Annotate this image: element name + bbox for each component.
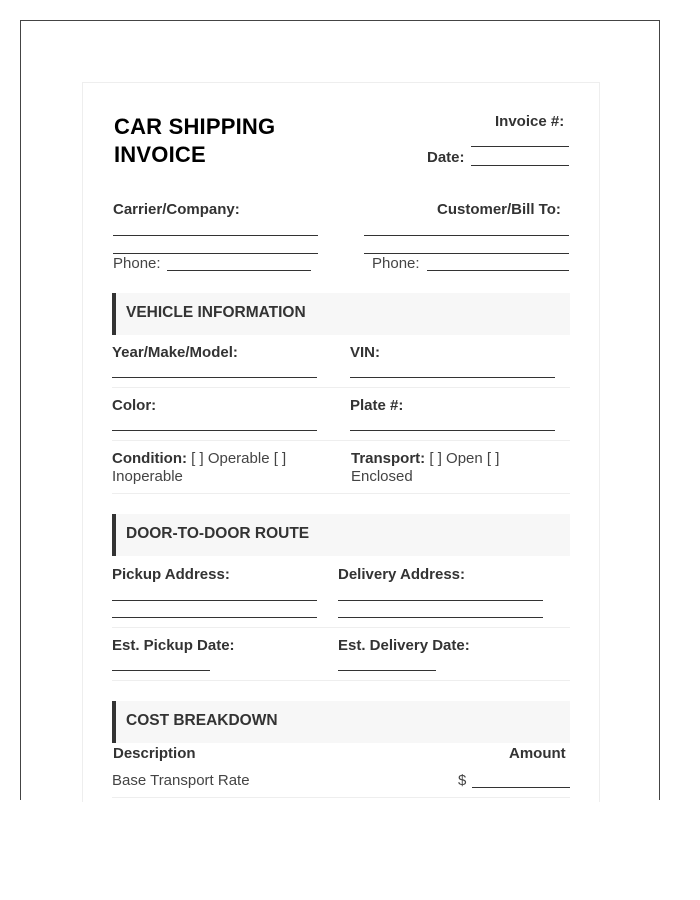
invoice-card xyxy=(82,82,600,802)
vin-field[interactable] xyxy=(350,377,555,378)
color-label: Color: xyxy=(112,397,157,414)
row-divider xyxy=(112,627,570,628)
route-section-title: DOOR-TO-DOOR ROUTE xyxy=(126,525,310,542)
est-delivery-date-label: Est. Delivery Date: xyxy=(338,637,470,654)
plate-field[interactable] xyxy=(350,430,555,431)
row-divider xyxy=(112,680,570,681)
vin-label: VIN: xyxy=(350,344,380,361)
invoice-number-label: Invoice #: xyxy=(495,113,565,130)
vehicle-section-title: VEHICLE INFORMATION xyxy=(126,304,306,321)
row-divider xyxy=(112,440,570,441)
vehicle-section-header xyxy=(112,293,570,335)
pickup-address-label: Pickup Address: xyxy=(112,566,230,583)
row-divider xyxy=(112,797,570,798)
customer-label: Customer/Bill To: xyxy=(437,201,561,218)
customer-phone-label: Phone: xyxy=(372,255,420,272)
carrier-field-line1[interactable] xyxy=(113,235,318,236)
cost-section-header xyxy=(112,701,570,743)
cost-row-amount-field[interactable] xyxy=(472,787,570,788)
amount-column-header: Amount xyxy=(509,745,566,762)
pickup-address-line1[interactable] xyxy=(112,600,317,601)
condition-field[interactable] xyxy=(112,450,317,486)
carrier-phone-label: Phone: xyxy=(113,255,161,272)
description-column-header: Description xyxy=(113,745,196,762)
carrier-phone-field[interactable] xyxy=(167,270,311,271)
transport-label: Transport: xyxy=(351,450,426,467)
invoice-title-line1: CAR SHIPPING xyxy=(114,114,276,139)
date-label: Date: xyxy=(427,149,465,166)
transport-field[interactable] xyxy=(351,450,551,486)
date-field[interactable] xyxy=(471,165,569,166)
customer-field-line2[interactable] xyxy=(364,253,569,254)
route-section-header xyxy=(112,514,570,556)
ymm-field[interactable] xyxy=(112,377,317,378)
ymm-label: Year/Make/Model: xyxy=(112,344,238,361)
delivery-address-label: Delivery Address: xyxy=(338,566,466,583)
condition-label: Condition: xyxy=(112,450,187,467)
delivery-address-line2[interactable] xyxy=(338,617,543,618)
cost-row-currency: $ xyxy=(458,772,467,789)
carrier-label: Carrier/Company: xyxy=(113,201,240,218)
customer-phone-field[interactable] xyxy=(427,270,569,271)
carrier-field-line2[interactable] xyxy=(113,253,318,254)
row-divider xyxy=(112,493,570,494)
invoice-number-field[interactable] xyxy=(471,146,569,147)
color-field[interactable] xyxy=(112,430,317,431)
pickup-address-line2[interactable] xyxy=(112,617,317,618)
invoice-title-line2: INVOICE xyxy=(114,142,206,167)
est-pickup-date-label: Est. Pickup Date: xyxy=(112,637,235,654)
est-delivery-date-field[interactable] xyxy=(338,670,436,671)
customer-field-line1[interactable] xyxy=(364,235,569,236)
plate-label: Plate #: xyxy=(350,397,404,414)
cost-row-description: Base Transport Rate xyxy=(112,772,250,789)
row-divider xyxy=(112,387,570,388)
est-pickup-date-field[interactable] xyxy=(112,670,210,671)
cost-section-title: COST BREAKDOWN xyxy=(126,712,278,729)
condition-options[interactable]: [ ] Operable [ ] Inoperable xyxy=(112,450,287,485)
delivery-address-line1[interactable] xyxy=(338,600,543,601)
transport-options[interactable]: [ ] Open [ ] Enclosed xyxy=(351,450,500,485)
